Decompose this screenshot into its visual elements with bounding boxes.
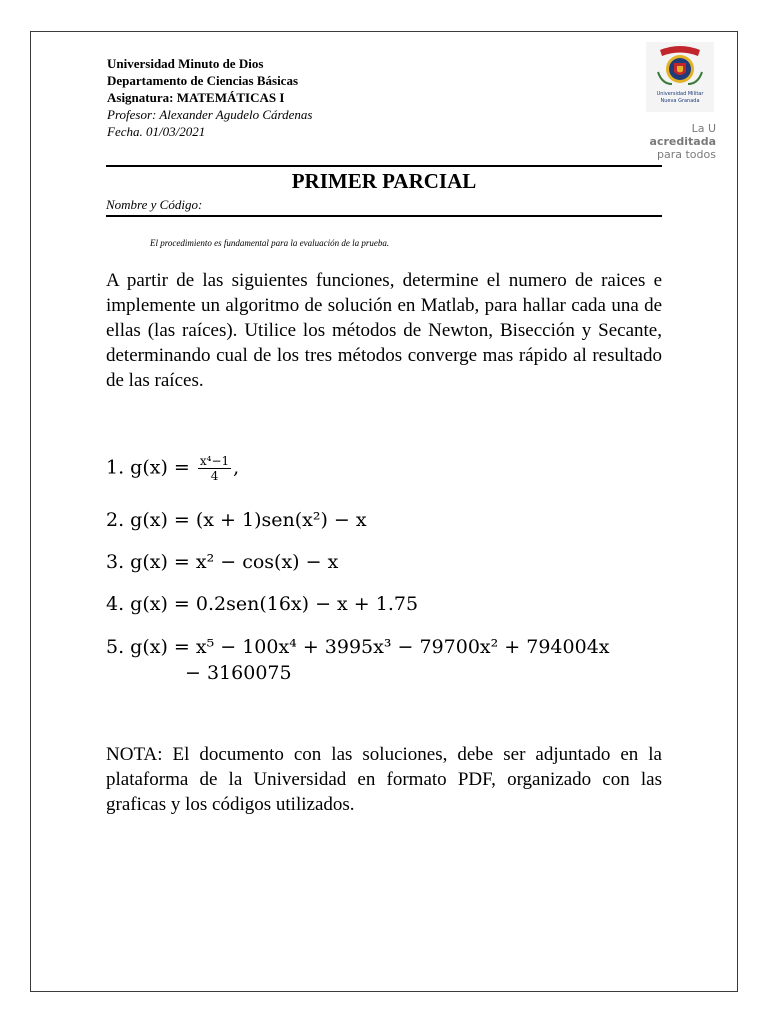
- fraction-denominator: 4: [210, 469, 219, 483]
- function-2: 2. g(x) = (x + 1)sen(x²) − x: [106, 509, 367, 531]
- name-rule: [106, 215, 662, 217]
- university-logo: [646, 42, 716, 162]
- logo-small-text-2: Nueva Granada: [660, 98, 700, 104]
- header-info: [107, 55, 312, 140]
- fraction: [198, 454, 231, 483]
- exam-title: PRIMER PARCIAL: [291, 169, 477, 193]
- tagline-para-todos: para todos: [657, 148, 716, 161]
- logo-small-text-1: Universidad Militar: [656, 91, 704, 97]
- tagline-acreditada: acreditada: [649, 135, 716, 148]
- function-5: 5. g(x) = x⁵ − 100x⁴ + 3995x³ − 79700x² + 794004x: [106, 636, 610, 658]
- university-name: Universidad Minuto de Dios: [107, 56, 264, 71]
- function-1-label: 1. g(x) =: [106, 456, 196, 479]
- nota-paragraph: NOTA: El documento con las soluciones, debe ser adjuntado en la plataforma de la Universidad en formato PDF, organizado con las graficas y los códigos utilizados.: [106, 744, 662, 815]
- university-seal-icon: [646, 42, 714, 112]
- tagline-la-u: La U: [691, 122, 716, 135]
- fraction-numerator: x⁴−1: [199, 454, 230, 468]
- function-5-continuation: − 3160075: [185, 662, 292, 684]
- procedure-note: El procedimiento es fundamental para la evaluación de la prueba.: [150, 238, 390, 248]
- function-3: 3. g(x) = x² − cos(x) − x: [106, 551, 339, 573]
- function-4: 4. g(x) = 0.2sen(16x) − x + 1.75: [106, 593, 419, 615]
- intro-paragraph: A partir de las siguientes funciones, determine el numero de raices e implemente un algoritmo de solución en Matlab, para hallar cada una de ellas (las raíces). Utilice los métodos de Newton, Bisección y Secante, determinando cual de los tres métodos converge mas rápido al resultado de las raíces.: [106, 270, 662, 391]
- name-code-label: Nombre y Código:: [106, 197, 203, 212]
- function-1-suffix: ,: [233, 456, 240, 479]
- professor-name: Profesor: Alexander Agudelo Cárdenas: [107, 107, 313, 122]
- function-1: [106, 454, 239, 483]
- department-name: Departamento de Ciencias Básicas: [107, 73, 299, 88]
- subject-name: Asignatura: MATEMÁTICAS I: [107, 90, 285, 105]
- exam-date: Fecha. 01/03/2021: [107, 124, 206, 139]
- top-rule: [106, 165, 662, 167]
